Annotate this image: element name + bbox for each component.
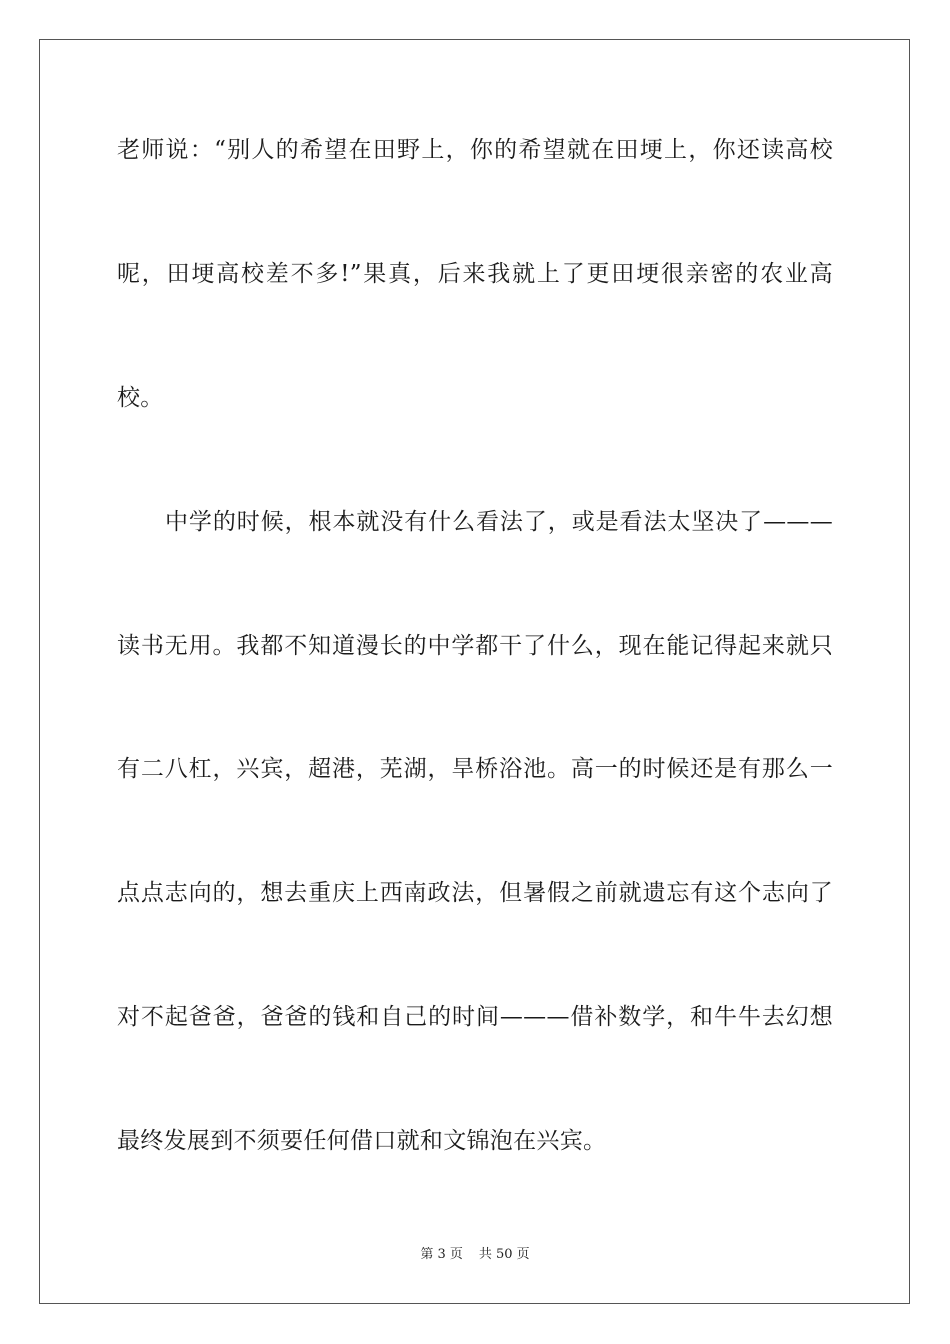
text-line-9: 最终发展到不须要任何借口就和文锦泡在兴宾。 <box>117 1128 607 1154</box>
page-number: 第 3 页 <box>420 1247 463 1262</box>
text-line-2: 呢，田埂高校差不多!”果真，后来我就上了更田埂很亲密的农业高 <box>117 261 833 287</box>
paragraph-start-line: 中学的时候，根本就没有什么看法了，或是看法太坚决了——— <box>165 509 833 535</box>
text-line-1: 老师说：“别人的希望在田野上，你的希望就在田埂上，你还读高校 <box>117 137 833 163</box>
text-line-3: 校。 <box>117 385 164 411</box>
text-line-5: 读书无用。我都不知道漫长的中学都干了什么，现在能记得起来就只 <box>117 633 833 659</box>
text-line-8: 对不起爸爸，爸爸的钱和自己的时间———借补数学，和牛牛去幻想 <box>117 1004 833 1030</box>
page-border <box>39 39 910 1304</box>
text-line-6: 有二八杠，兴宾，超港，芜湖，旱桥浴池。高一的时候还是有那么一 <box>117 756 833 782</box>
page-total: 共 50 页 <box>478 1247 530 1262</box>
text-line-7: 点点志向的，想去重庆上西南政法，但暑假之前就遗忘有这个志向了 <box>117 880 833 906</box>
page-footer <box>0 1246 950 1264</box>
